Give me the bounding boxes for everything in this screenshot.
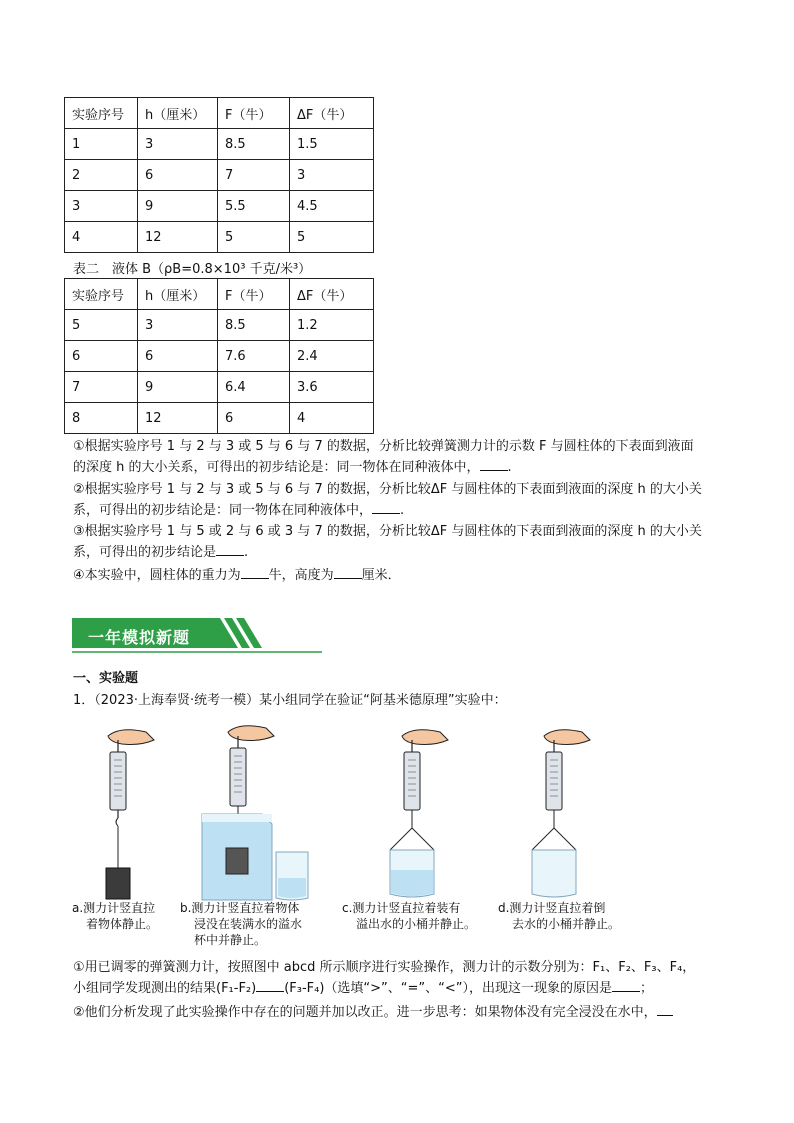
table-row <box>65 403 374 434</box>
table-1 <box>64 97 374 253</box>
table-cell: 3 <box>138 129 218 160</box>
table-cell: 3 <box>138 310 218 341</box>
figure-b-illustration <box>198 718 318 902</box>
table-cell: 6 <box>138 160 218 191</box>
answer-blank[interactable] <box>256 978 284 992</box>
table-cell: 8.5 <box>218 310 290 341</box>
table-cell: 12 <box>138 403 218 434</box>
table-cell: 5 <box>65 310 138 341</box>
answer-blank[interactable] <box>480 457 508 471</box>
caption-a: a.测力计竖直拉 着物体静止。 <box>72 901 159 931</box>
table-cell: 1.5 <box>290 129 374 160</box>
question-2-line-1: ②根据实验序号 1 与 2 与 3 或 5 与 6 与 7 的数据，分析比较ΔF 与圆柱体的下表面到液面的深度 h 的大小关 <box>73 482 702 497</box>
question-1-line-2: 的深度 h 的大小关系，可得出的初步结论是：同一物体在同种液体中， . <box>73 457 733 478</box>
question-3-line-2: 系，可得出的初步结论是 . <box>73 542 733 563</box>
table-header-cell: h（厘米） <box>138 279 218 310</box>
table-cell: 8 <box>65 403 138 434</box>
table-row <box>65 372 374 403</box>
answer-blank[interactable] <box>241 565 269 579</box>
table-cell: 2 <box>65 160 138 191</box>
answer-blank[interactable] <box>372 500 400 514</box>
table-header-cell: ΔF（牛） <box>290 98 374 129</box>
table-cell: 6 <box>218 403 290 434</box>
table-cell: 1.2 <box>290 310 374 341</box>
table-cell: 9 <box>138 372 218 403</box>
table-row <box>65 160 374 191</box>
table-2 <box>64 278 374 434</box>
problem-1-stem: 1．（2023·上海奉贤·统考一模）某小组同学在验证“阿基米德原理”实验中： <box>73 693 507 708</box>
table-row <box>65 341 374 372</box>
table-row <box>65 129 374 160</box>
table-header-cell: h（厘米） <box>138 98 218 129</box>
table-cell: 8.5 <box>218 129 290 160</box>
table-header-row <box>65 279 374 310</box>
answer-blank[interactable] <box>657 1002 673 1016</box>
table-row <box>65 222 374 253</box>
answer-blank[interactable] <box>216 542 244 556</box>
table-cell: 12 <box>138 222 218 253</box>
question-3 <box>73 522 733 563</box>
question-1-line-1: ①根据实验序号 1 与 2 与 3 或 5 与 6 与 7 的数据，分析比较弹簧测力计的示数 F 与圆柱体的下表面到液面 <box>73 439 694 454</box>
table-cell: 3 <box>290 160 374 191</box>
table-cell: 7 <box>218 160 290 191</box>
caption-c: c.测力计竖直拉着装有 溢出水的小桶并静止。 <box>342 901 477 931</box>
table-cell: 4.5 <box>290 191 374 222</box>
sub-question-1 <box>73 958 738 999</box>
table-cell: 7 <box>65 372 138 403</box>
sub-question-1-line-1: ①用已调零的弹簧测力计，按照图中 abcd 所示顺序进行实验操作，测力计的示数分别为：F₁、F₂、F₃、F₄， <box>73 960 696 975</box>
table-cell: 5 <box>290 222 374 253</box>
table-cell: 7.6 <box>218 341 290 372</box>
question-2 <box>73 480 733 521</box>
table-2-caption: 表二 液体 B（ρB=0.8×10³ 千克/米³） <box>73 262 312 277</box>
table-cell: 4 <box>290 403 374 434</box>
table-cell: 1 <box>65 129 138 160</box>
table-header-cell: F（牛） <box>218 98 290 129</box>
question-4: ④本实验中，圆柱体的重力为 牛，高度为 厘米． <box>73 565 733 586</box>
table-cell: 3 <box>65 191 138 222</box>
section-heading: 一、实验题 <box>73 671 139 686</box>
caption-d: d.测力计竖直拉着倒 去水的小桶并静止。 <box>498 901 621 931</box>
table-header-cell: 实验序号 <box>65 98 138 129</box>
answer-blank[interactable] <box>334 565 362 579</box>
table-cell: 2.4 <box>290 341 374 372</box>
sub-question-1-line-2: 小组同学发现测出的结果(F₁-F₂) (F₃-F₄)（选填“>”、“=”、“<”），出现这一现象的原因是 ； <box>73 978 738 999</box>
figure-a-illustration <box>100 724 160 902</box>
table-header-cell: ΔF（牛） <box>290 279 374 310</box>
banner-title: 一年模拟新题 <box>88 628 191 647</box>
question-3-line-1: ③根据实验序号 1 与 5 或 2 与 6 或 3 与 7 的数据，分析比较ΔF 与圆柱体的下表面到液面的深度 h 的大小关 <box>73 524 702 539</box>
answer-blank[interactable] <box>612 978 640 992</box>
question-2-line-2: 系，可得出的初步结论是：同一物体在同种液体中， . <box>73 500 733 521</box>
figure-d-illustration <box>524 724 594 902</box>
figure-c-illustration <box>382 724 452 902</box>
sub-question-2: ②他们分析发现了此实验操作中存在的问题并加以改正。进一步思考：如果物体没有完全浸没在水中， <box>73 1002 738 1023</box>
table-cell: 5 <box>218 222 290 253</box>
table-cell: 3.6 <box>290 372 374 403</box>
table-cell: 6 <box>138 341 218 372</box>
question-1 <box>73 437 733 478</box>
caption-b: b.测力计竖直拉着物体 浸没在装满水的溢水 杯中并静止。 <box>180 901 303 947</box>
table-row <box>65 191 374 222</box>
table-header-cell: F（牛） <box>218 279 290 310</box>
table-cell: 6.4 <box>218 372 290 403</box>
table-cell: 9 <box>138 191 218 222</box>
table-row <box>65 310 374 341</box>
table-cell: 6 <box>65 341 138 372</box>
table-header-cell: 实验序号 <box>65 279 138 310</box>
table-header-row <box>65 98 374 129</box>
table-cell: 4 <box>65 222 138 253</box>
table-cell: 5.5 <box>218 191 290 222</box>
